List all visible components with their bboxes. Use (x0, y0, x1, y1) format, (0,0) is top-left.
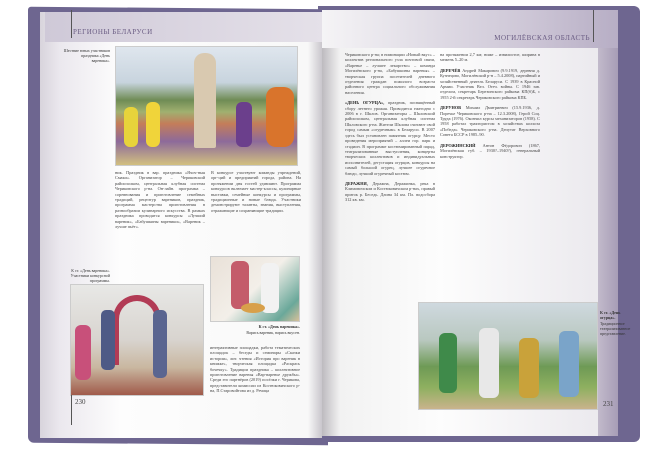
entry-text: Деражна, Деражинка, река в Климовичском и Костюковичском р-нах, правый приток р. Беседь. Длина 34 км. Пл. водосбора 312 кв. км. (345, 180, 435, 203)
left-column-1: ник. Праздник в вар. праздника «Ячоч-ныя Смаки». Организатор – Чериковский райисполком, центральная клубная система Чериковского р-на. Он-лайн. программа – соревнования и приготовление семейных традиций, рецептур вареников, праздник, программа мастерства приготовления в разнообразии кулинарного искусства. В рамках праздника проводятся конкурсы «Лучший вареник», «Бабушкины вареники», «Вареник – лучше пьёт». (115, 170, 205, 230)
running-head-right: МОГИЛЁВСКАЯ ОБЛАСТЬ (494, 34, 590, 42)
left-header-band (45, 12, 322, 42)
entry-headword: ДЕРАЖНЯ, (345, 180, 368, 186)
photo-caption: К ст. «День вареника». Участники конкурсной программы. (70, 268, 110, 283)
entry-headword: ДЕРОЖИНСКИЙ (440, 142, 476, 148)
photo-caption: Шествие юных участников праздника «День вареника». (63, 48, 110, 63)
photo-caption: Варись вареник, варись вкусен. (246, 330, 300, 335)
right-column-2 (440, 52, 540, 302)
varenik-cooking-photo (210, 256, 300, 322)
photo-caption: Традиционное театрализованное представление. (600, 321, 631, 336)
running-head-left: РЕГИОНЫ БЕЛАРУСИ (73, 28, 153, 36)
entry-text: Михаил Дмитриевич (15.9.1936, д. Поречье Чериковского р-на – 12.3.2008), Герой Соц. Труда (1976). Окончил курсы механизаторов (1958). С 1958 работал трактористом в хозяйствах колхоза «Победа» Чериковского р-на. Депутат Верховного Совета БССР в 1985–90. (440, 105, 540, 138)
festival-photo-top (115, 46, 298, 166)
entry-headword: «ДЕНЬ ОГУРЦА», (345, 100, 385, 106)
article-text: на протяжении 2,7 км; ниже – извилистое, ширина в межень 5–20 м. (440, 52, 540, 63)
photo-caption-title: К ст. «День огурца». (600, 310, 621, 320)
festival-stage-photo (70, 284, 204, 396)
cucumber-festival-photo (418, 302, 598, 410)
page-number-left: 230 (75, 398, 86, 406)
right-column-1 (345, 52, 435, 302)
right-page-sidebar (598, 48, 618, 436)
article-text: Чериковского р-на; в номинации «Новый вкус» – коллектив регионального узла почтовой связи, «Варенье – лучшее лекарство» – команда Могилёвского р-на, «Бабушкины варенья» – творческая группа посетителей дневного отделения граждан пожилого возраста районного центра социального обслуживания населения. (345, 52, 435, 95)
photo-caption-block (215, 324, 300, 335)
entry-headword: ДЕРУНОВ (440, 105, 462, 111)
header-rule (593, 10, 594, 42)
photo-caption-title: К ст. «День вареника». (258, 324, 300, 329)
entry-text: Антон Фёдорович (1867, Могилёвская губ. – 1930?–1940?), генеральный конструктор. (440, 142, 540, 159)
photo-caption-block (600, 310, 636, 336)
footer-rule (71, 395, 72, 425)
entry-text: праздник, посвящённый сбору летнего урожая. Проводится ежегодно с 2006 в г. Шклов. Организаторы – Шкловский райисполком, центральная клубная система Шкловского р-на. Жители Шклова считают свой город самым «огуречным» в Беларуси. В 2007 здесь был установлен памятник огурцу. Место проведения мероприятий – аллеи гор. парк и стадион. В программе костюмированный парад, театрализованные выступления, концерты творческих коллективов и индивидуальных исполнителей, дегустация огурцов, конкурсы на самый большой огурец, лучшее огуречное блюдо, лучший огуречный костюм. (345, 100, 435, 176)
entry-headword: ДЕРЕЧЁВ (440, 67, 461, 73)
entry-text: Андрей Макарович (9.9.1919, деревня д. Кузнецово, Могилёвский р-н – 5.4.2008), партийный и хозяйственный деятель Беларуси. С 1939 в Красной Армии. Участник Вел. Отеч. войны. С 1946 зав. отделом, секретарь Березинского райкома КП(б)Б, с 1955 2-й секретарь Чериковского райкома КПБ. (440, 67, 540, 100)
left-column-3: интерактивные площадки, работа тематических площадок – беседы и семинары «Сказки истории», лит. чтения «История про вареник в книжке», творческая площадка «Раскрась бочечку». Традиции праздника – коллективное приготовление варенья «Вар-варенье дружбы». Среди его партнёров (2019) посёлки г. Черикова, представители комиссии из Костюковичского р-на, П.Старовойтова из д. Речица (210, 345, 300, 394)
header-rule (71, 10, 72, 38)
left-column-2: В конкурсе участвуют команды учреждений, орг-ций и предприятий города, района. На протяжении дня гостей удивляют. Программа конкурсов включает мастер-классы, кулинарные выставки, семейные конкурсы и программы, традиционные и новые блюда. Участники демонстрируют таланты, знания, выступления, отражающие и сохраняющие традиции. (211, 170, 301, 213)
page-number-right: 231 (603, 400, 614, 408)
right-header-band (322, 10, 618, 48)
